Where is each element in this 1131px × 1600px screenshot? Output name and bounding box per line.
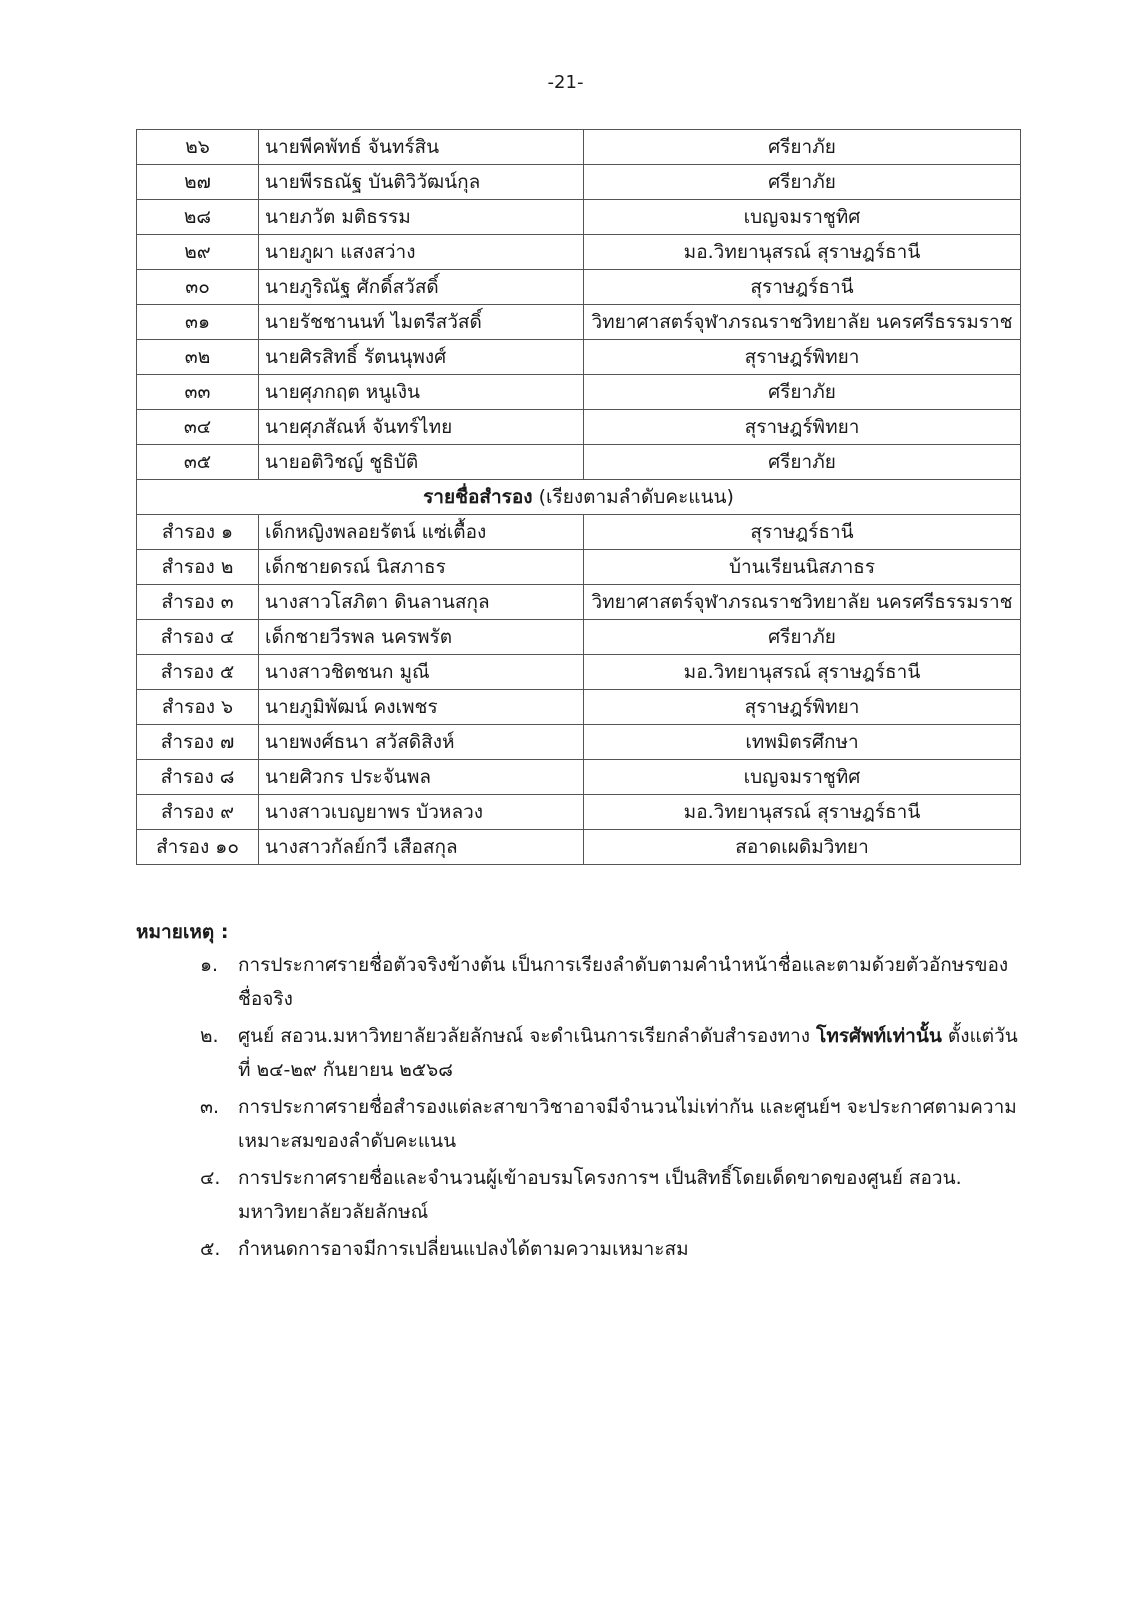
student-name: นายภูริณัฐ ศักดิ์สวัสดิ์ (259, 270, 584, 305)
school-name: เบญจมราชูทิศ (584, 760, 1021, 795)
note-marker: ๔. (200, 1167, 221, 1189)
row-number: ๒๙ (137, 235, 259, 270)
notes-heading: หมายเหตุ : (136, 921, 229, 943)
note-text-after: ตั้งแต่วันที่ ๒๔-๒๙ กันยายน ๒๕๖๘ (238, 1025, 1018, 1081)
note-text: การประกาศรายชื่อและจำนวนผู้เข้าอบรมโครงการฯ เป็นสิทธิ์โดยเด็ดขาดของศูนย์ สอวน. มหาวิทยาลัยวลัยลักษณ์ (238, 1167, 962, 1223)
row-number: ๓๒ (137, 340, 259, 375)
school-name: วิทยาศาสตร์จุฬาภรณราชวิทยาลัย นครศรีธรรมราช (584, 305, 1021, 340)
student-name: นายพีคพัทธ์ จันทร์สิน (259, 130, 584, 165)
page-number: -21- (547, 72, 584, 93)
roster-body (137, 130, 1021, 865)
table-row (137, 445, 1021, 480)
row-number: ๓๕ (137, 445, 259, 480)
student-name: นายภูมิพัฒน์ คงเพชร (259, 690, 584, 725)
school-name: สอาดเผดิมวิทยา (584, 830, 1021, 865)
reserve-row (137, 585, 1021, 620)
note-item (200, 1090, 1020, 1158)
student-name: นายพงศ์ธนา สวัสดิสิงห์ (259, 725, 584, 760)
note-item (200, 1161, 1020, 1229)
student-name: นางสาวกัลย์กวี เสือสกุล (259, 830, 584, 865)
school-name: บ้านเรียนนิสภาธร (584, 550, 1021, 585)
table-row (137, 270, 1021, 305)
school-name: เทพมิตรศึกษา (584, 725, 1021, 760)
student-name: นางสาวชิตชนก มูณี (259, 655, 584, 690)
school-name: สุราษฎร์ธานี (584, 515, 1021, 550)
student-name: นางสาวเบญยาพร บัวหลวง (259, 795, 584, 830)
school-name: สุราษฎร์พิทยา (584, 340, 1021, 375)
reserve-number: สำรอง ๘ (137, 760, 259, 795)
table-row (137, 235, 1021, 270)
student-name: นายศิวกร ประจันพล (259, 760, 584, 795)
school-name: ศรียาภัย (584, 165, 1021, 200)
reserve-row (137, 620, 1021, 655)
note-marker: ๒. (200, 1025, 219, 1047)
reserve-row (137, 795, 1021, 830)
reserve-heading (137, 480, 1021, 515)
student-name: นายภูผา แสงสว่าง (259, 235, 584, 270)
school-name: ศรียาภัย (584, 445, 1021, 480)
table-row (137, 130, 1021, 165)
student-name: นายศิรสิทธิ์ รัตนนุพงศ์ (259, 340, 584, 375)
row-number: ๓๐ (137, 270, 259, 305)
student-name: เด็กชายดรณ์ นิสภาธร (259, 550, 584, 585)
student-name: เด็กหญิงพลอยรัตน์ แซ่เตื้อง (259, 515, 584, 550)
note-item (200, 1019, 1020, 1087)
reserve-row (137, 830, 1021, 865)
school-name: ศรียาภัย (584, 620, 1021, 655)
student-name: นายภวัต มติธรรม (259, 200, 584, 235)
row-number: ๓๑ (137, 305, 259, 340)
note-text: การประกาศรายชื่อตัวจริงข้างต้น เป็นการเรียงลำดับตามคำนำหน้าชื่อและตามด้วยตัวอักษรของชื่อจริง (238, 954, 1009, 1010)
reserve-row (137, 515, 1021, 550)
roster-table (136, 129, 1021, 865)
note-text-bold: โทรศัพท์เท่านั้น (816, 1025, 942, 1047)
student-name: นายพีรธณัฐ บันติวิวัฒน์กุล (259, 165, 584, 200)
reserve-row (137, 655, 1021, 690)
student-name: นายศุภสัณห์ จันทร์ไทย (259, 410, 584, 445)
reserve-number: สำรอง ๒ (137, 550, 259, 585)
school-name: วิทยาศาสตร์จุฬาภรณราชวิทยาลัย นครศรีธรรมราช (584, 585, 1021, 620)
note-text-before: ศูนย์ สอวน.มหาวิทยาลัยวลัยลักษณ์ จะดำเนินการเรียกลำดับสำรองทาง (238, 1025, 817, 1047)
notes-list (200, 948, 1020, 1269)
row-number: ๒๗ (137, 165, 259, 200)
reserve-number: สำรอง ๑๐ (137, 830, 259, 865)
school-name: สุราษฎร์พิทยา (584, 410, 1021, 445)
school-name: เบญจมราชูทิศ (584, 200, 1021, 235)
note-text: การประกาศรายชื่อสำรองแต่ละสาขาวิชาอาจมีจำนวนไม่เท่ากัน และศูนย์ฯ จะประกาศตามความเหมาะสมของลำดับคะแนน (238, 1096, 1017, 1152)
school-name: ศรียาภัย (584, 130, 1021, 165)
reserve-row (137, 550, 1021, 585)
note-marker: ๓. (200, 1096, 220, 1118)
student-name: นายศุภกฤต หนูเงิน (259, 375, 584, 410)
reserve-number: สำรอง ๑ (137, 515, 259, 550)
reserve-heading-row (137, 480, 1021, 515)
table-row (137, 375, 1021, 410)
student-name: นายรัชชานนท์ ไมตรีสวัสดิ์ (259, 305, 584, 340)
table-row (137, 340, 1021, 375)
school-name: มอ.วิทยานุสรณ์ สุราษฎร์ธานี (584, 795, 1021, 830)
school-name: สุราษฎร์พิทยา (584, 690, 1021, 725)
school-name: ศรียาภัย (584, 375, 1021, 410)
row-number: ๒๖ (137, 130, 259, 165)
reserve-number: สำรอง ๗ (137, 725, 259, 760)
student-name: นางสาวโสภิตา ดินลานสกุล (259, 585, 584, 620)
reserve-number: สำรอง ๕ (137, 655, 259, 690)
student-name: เด็กชายวีรพล นครพรัต (259, 620, 584, 655)
note-item (200, 1232, 1020, 1266)
row-number: ๓๓ (137, 375, 259, 410)
reserve-number: สำรอง ๔ (137, 620, 259, 655)
reserve-heading-note: (เรียงตามลำดับคะแนน) (532, 486, 734, 508)
school-name: มอ.วิทยานุสรณ์ สุราษฎร์ธานี (584, 655, 1021, 690)
reserve-number: สำรอง ๖ (137, 690, 259, 725)
row-number: ๓๔ (137, 410, 259, 445)
note-text: กำหนดการอาจมีการเปลี่ยนแปลงได้ตามความเหมาะสม (238, 1238, 689, 1260)
reserve-number: สำรอง ๓ (137, 585, 259, 620)
reserve-heading-bold: รายชื่อสำรอง (423, 486, 533, 508)
school-name: สุราษฎร์ธานี (584, 270, 1021, 305)
school-name: มอ.วิทยานุสรณ์ สุราษฎร์ธานี (584, 235, 1021, 270)
row-number: ๒๘ (137, 200, 259, 235)
table-row (137, 200, 1021, 235)
reserve-row (137, 690, 1021, 725)
table-row (137, 165, 1021, 200)
note-marker: ๑. (200, 954, 219, 976)
table-row (137, 305, 1021, 340)
reserve-row (137, 760, 1021, 795)
reserve-number: สำรอง ๙ (137, 795, 259, 830)
table-row (137, 410, 1021, 445)
note-item (200, 948, 1020, 1016)
student-name: นายอติวิชญ์ ชูธิบัติ (259, 445, 584, 480)
note-marker: ๕. (200, 1238, 221, 1260)
reserve-row (137, 725, 1021, 760)
